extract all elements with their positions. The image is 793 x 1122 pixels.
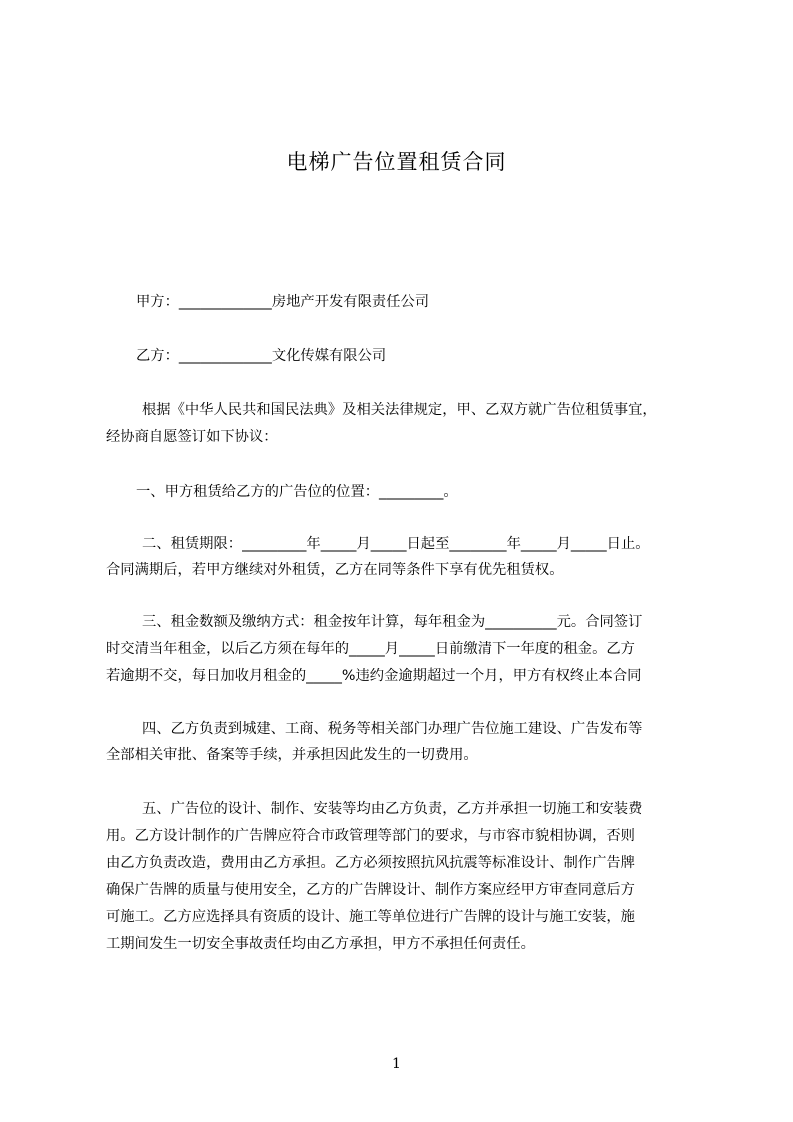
- intro-line-1: 根据《中华人民共和国民法典》及相关法律规定，甲、乙双方就广告位租赁事宜，: [142, 402, 657, 418]
- page-number: 1: [392, 1056, 401, 1072]
- party-b-line: 乙方：_____________文化传媒有限公司: [136, 348, 387, 364]
- clause-5-line-1: 五、广告位的设计、制作、安装等均由乙方负责，乙方并承担一切施工和安装费: [142, 801, 643, 817]
- clause-5-line-6: 工期间发生一切安全事故责任均由乙方承担，甲方不承担任何责任。: [106, 936, 535, 952]
- clause-2-line-1: 二、租赁期限：_________年_____月_____日起至________年_____月_____日止。: [142, 536, 650, 552]
- intro-line-2: 经协商自愿签订如下协议：: [106, 429, 278, 445]
- clause-3-line-1: 三、租金数额及缴纳方式：租金按年计算，每年租金为__________元。合同签订: [142, 614, 643, 630]
- clause-4-line-1: 四、乙方负责到城建、工商、税务等相关部门办理广告位施工建设、广告发布等: [142, 721, 643, 737]
- clause-3-line-2: 时交清当年租金，以后乙方须在每年的_____月_____日前缴清下一年度的租金。乙方: [106, 641, 635, 657]
- clause-2-line-2: 合同满期后，若甲方继续对外租赁，乙方在同等条件下享有优先租赁权。: [106, 562, 564, 578]
- document-title: 电梯广告位置租赁合同: [286, 150, 507, 174]
- party-a-line: 甲方：_____________房地产开发有限责任公司: [136, 294, 430, 310]
- clause-4-line-2: 全部相关审批、备案等手续，并承担因此发生的一切费用。: [106, 747, 478, 763]
- clause-5-line-5: 可施工。乙方应选择具有资质的设计、施工等单位进行广告牌的设计与施工安装，施: [106, 909, 635, 925]
- clause-3-line-3: 若逾期不交，每日加收月租金的_____%违约金逾期超过一个月，甲方有权终止本合同: [106, 668, 642, 684]
- clause-1-line-1: 一、甲方租赁给乙方的广告位的位置：_________。: [136, 484, 458, 500]
- clause-5-line-3: 由乙方负责改造，费用由乙方承担。乙方必须按照抗风抗震等标准设计、制作广告牌: [106, 855, 635, 871]
- clause-5-line-2: 用。乙方设计制作的广告牌应符合市政管理等部门的要求，与市容市貌相协调，否则: [106, 828, 635, 844]
- clause-5-line-4: 确保广告牌的质量与使用安全，乙方的广告牌设计、制作方案应经甲方审查同意后方: [106, 882, 635, 898]
